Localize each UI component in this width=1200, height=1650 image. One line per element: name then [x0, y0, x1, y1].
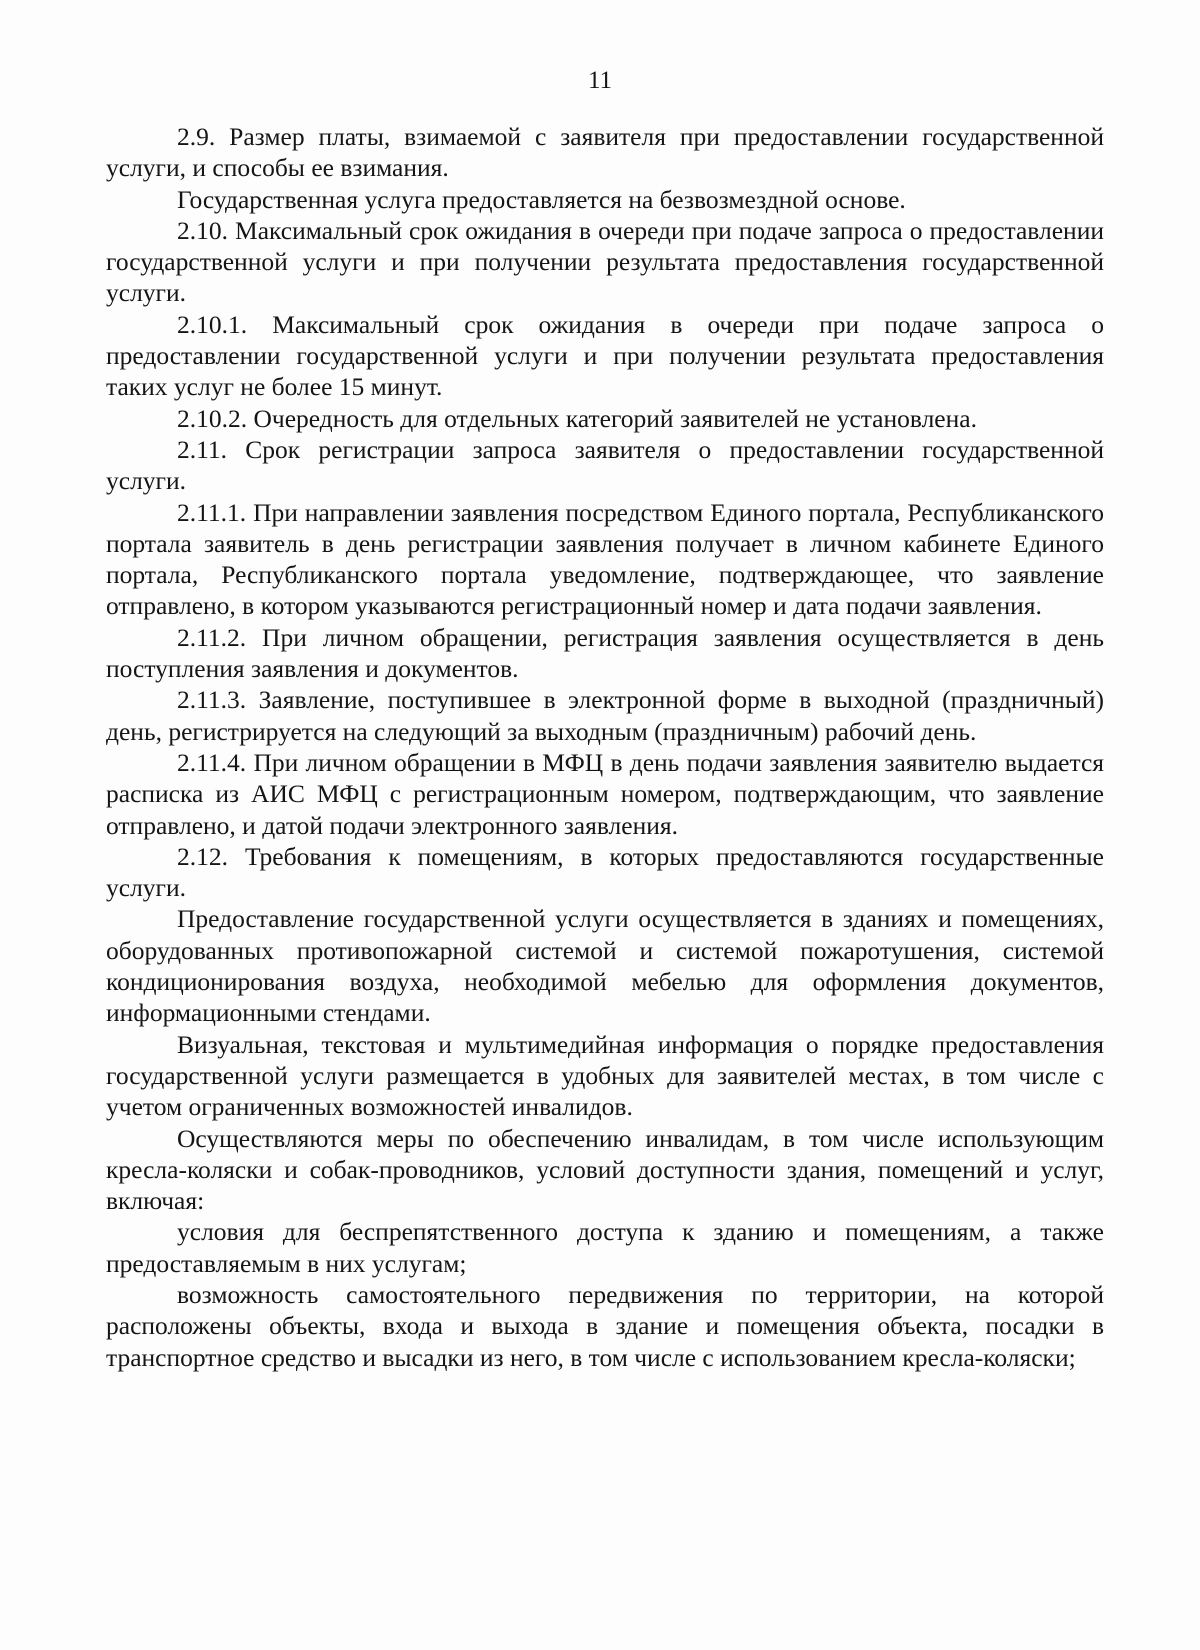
document-body: [106, 121, 1104, 1373]
paragraph-2-11-1: 2.11.1. При направлении заявления посредством Единого портала, Республиканского портала заявитель в день регистрации заявления получает в личном кабинете Единого портала, Республиканского портала уведомление, подтверждающее, что заявление отправлено, в котором указываются регистрационный номер и дата подачи заявления.: [106, 497, 1104, 621]
paragraph-accessibility-measures: Осуществляются меры по обеспечению инвалидам, в том числе использующим кресла-коляски и собак-проводников, условий доступности здания, помещений и услуг, включая:: [106, 1123, 1104, 1216]
paragraph-2-10: 2.10. Максимальный срок ожидания в очереди при подаче запроса о предоставлении государственной услуги и при получении результата предоставления государственной услуги.: [106, 215, 1104, 308]
paragraph-2-11-2: 2.11.2. При личном обращении, регистрация заявления осуществляется в день поступления заявления и документов.: [106, 622, 1104, 684]
paragraph-2-11-3: 2.11.3. Заявление, поступившее в электронной форме в выходной (праздничный) день, регистрируется на следующий за выходным (праздничным) рабочий день.: [106, 685, 1104, 746]
paragraph-free-service: Государственная услуга предоставляется на безвозмездной основе.: [177, 184, 906, 214]
paragraph-access-conditions: условия для беспрепятственного доступа к зданию и помещениям, а также предоставляемым в них услугам;: [106, 1217, 1104, 1278]
paragraph-visual-info: Визуальная, текстовая и мультимедийная информация о порядке предоставления государственной услуги размещается в удобных для заявителей местах, в том числе с учетом ограниченных возможностей инвалидов.: [106, 1029, 1104, 1122]
paragraph-2-12: 2.12. Требования к помещениям, в которых предоставляются государственные услуги.: [106, 841, 1104, 903]
paragraph-2-10-2: 2.10.2. Очередность для отдельных категорий заявителей не установлена.: [177, 403, 977, 433]
paragraph-2-11: 2.11. Срок регистрации запроса заявителя о предоставлении государственной услуги.: [106, 434, 1104, 496]
page-number: 11: [587, 67, 613, 94]
paragraph-2-10-1: 2.10.1. Максимальный срок ожидания в очереди при подаче запроса о предоставлении государственной услуги и при получении результата предоставления таких услуг не более 15 минут.: [106, 309, 1104, 402]
paragraph-2-9: 2.9. Размер платы, взимаемой с заявителя при предоставлении государственной услуги, и способы ее взимания.: [106, 122, 1104, 183]
paragraph-2-11-4: 2.11.4. При личном обращении в МФЦ в день подачи заявления заявителю выдается расписка из АИС МФЦ с регистрационным номером, подтверждающим, что заявление отправлено, и датой подачи электронного заявления.: [106, 747, 1104, 840]
paragraph-movement-possibility: возможность самостоятельного передвижения по территории, на которой расположены объекты, входа и выхода в здание и помещения объекта, посадки в транспортное средство и высадки из него, в том числе с использованием кресла-коляски;: [106, 1279, 1104, 1372]
paragraph-premises: Предоставление государственной услуги осуществляется в зданиях и помещениях, оборудованных противопожарной системой и системой пожаротушения, системой кондиционирования воздуха, необходимой мебелью для оформления документов, информационными стендами.: [106, 904, 1104, 1028]
